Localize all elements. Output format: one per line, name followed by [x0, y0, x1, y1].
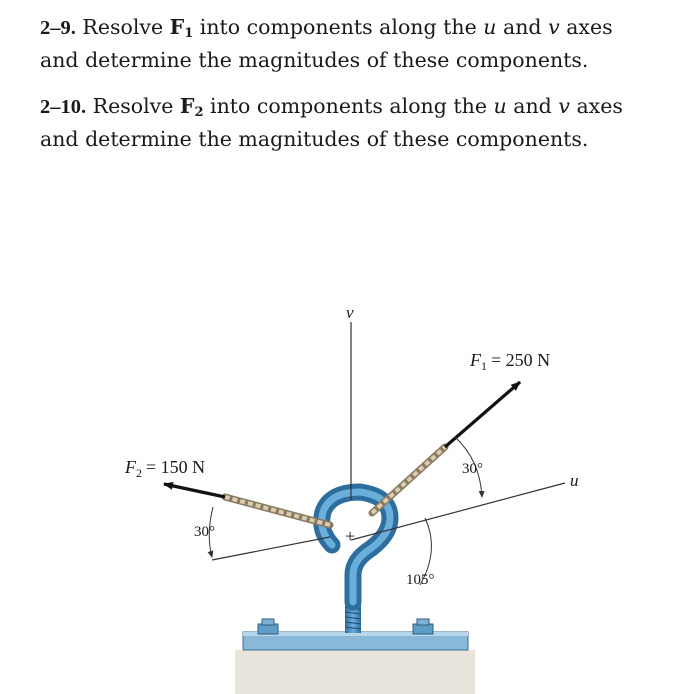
force-letter: F: [169, 15, 185, 39]
problem-2-9-line-2: and determine the magnitudes of these components.: [40, 48, 589, 72]
problem-2-10-line-2: and determine the magnitudes of these components.: [40, 127, 589, 151]
f2-arrow: [164, 484, 225, 497]
f2-cable: [225, 497, 330, 525]
f1-label: [469, 350, 550, 373]
f2-letter: F: [125, 457, 136, 477]
axis-u-symbol: u: [483, 15, 497, 39]
force-letter: F: [179, 94, 195, 118]
f1-value: = 250 N: [491, 350, 551, 370]
axis-v-symbol: v: [548, 15, 560, 39]
axis-v-symbol: v: [558, 94, 570, 118]
problem-number: 2–9.: [40, 17, 76, 39]
f1-subscript: 1: [481, 359, 487, 373]
axis-u-label: u: [570, 471, 579, 490]
conjunction: and: [513, 94, 552, 118]
problem-text: axes: [566, 15, 613, 39]
problem-text: into components along the: [210, 94, 487, 118]
force-subscript: 1: [184, 26, 194, 41]
f1-cable: [372, 447, 445, 513]
problem-text: axes: [576, 94, 623, 118]
center-plus: +: [345, 526, 356, 546]
axis-u-symbol: u: [493, 94, 507, 118]
bolt-right: [413, 619, 433, 634]
angle-u-label: 105°: [406, 572, 435, 588]
f1-letter: F: [470, 350, 481, 370]
f1-arrow: [445, 382, 520, 447]
f2-label: [124, 457, 205, 480]
problem-number: 2–10.: [40, 96, 87, 118]
ground-surface: [235, 650, 475, 694]
problem-text: Resolve: [92, 94, 174, 118]
f2-subscript: 2: [136, 466, 142, 480]
bolt-left: [258, 619, 278, 634]
problem-text: into components along the: [199, 15, 477, 39]
f2-value: = 150 N: [146, 457, 206, 477]
f2-reference-line: [212, 537, 330, 560]
force-subscript: 2: [194, 105, 204, 120]
axis-v-label: v: [346, 303, 354, 322]
angle-f1-label: 30°: [462, 461, 483, 477]
angle-f2-label: 30°: [194, 524, 215, 540]
conjunction: and: [502, 15, 542, 39]
problem-text: Resolve: [82, 15, 164, 39]
